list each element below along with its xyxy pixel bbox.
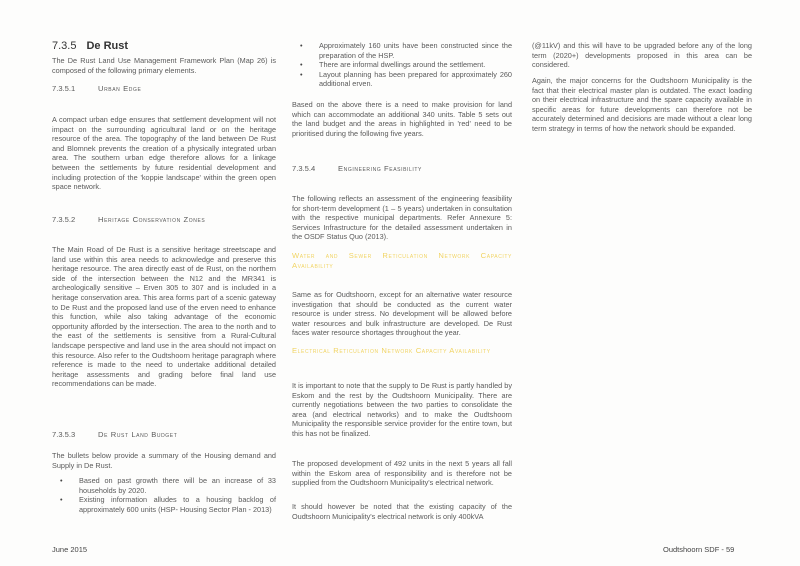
list-item: • There are informal dwellings around the settlement. [292,60,512,70]
land-budget-text: The bullets below provide a summary of the Housing demand and Supply in De Rust. [52,451,276,470]
section-heading [52,42,128,52]
column-2 [292,0,512,540]
land-budget-bullets [52,476,276,514]
list-item: • Approximately 160 units have been constructed since the preparation of the HSP. [292,41,512,60]
housing-bullets [292,41,512,89]
land-provision-text: Based on the above there is a need to make provision for land which can accommodate an additional 340 units. Table 5 sets out the land budget and the areas in highlighted in 'red' need to be prioritised during the following five years. [292,100,512,138]
section-title: De Rust [86,40,129,52]
subheading-heritage: 7.3.5.2 Heritage Conservation Zones [52,215,206,224]
electrical-text-1: It is important to note that the supply to De Rust is partly handled by Eskom and the rest by the Oudtshoorn Municipality. There are currently negotiations between the two parties to consolidate the area (and electrical networks) and to make the Oudtshoorn Municipality the responsible service provider for the entire town, but this has not be finalized. [292,381,512,438]
footer-date: June 2015 [52,545,88,554]
water-sewer-text: Same as for Oudtshoorn, except for an alternative water resource investigation that should be conducted as the current water resource is under stress. No development will be allowed before water resources and bulk infrastructure are developed. De Rust faces water resource shortages throughout the year. [292,290,512,338]
electrical-heading: Electrical Reticulation Network Capacity Availability [292,346,491,355]
electrical-text-3: It should however be noted that the existing capacity of the Oudtshoorn Municipality's electrical network is only 400kVA [292,502,512,521]
section-number: 7.3.5 [52,40,77,52]
column-3 [532,0,752,540]
engineering-text: The following reflects an assessment of the engineering feasibility for short-term development (1 – 5 years) undertaken in consultation with the respective municipal departments. Refer Annexure 5: Services Infrastructure for the detailed assessment undertaken in the OSDF Status Quo (2013). [292,194,512,242]
urban-edge-text: A compact urban edge ensures that settlement development will not impact on the surrounding agricultural land or on the heritage resource of the area. The topography of the land between De Rust and Blomnek prevents the creation of a physically integrated urban area. The southern urban edge therefore allows for a linkage between the settlements by future residential development and including protection of the 'koppie landscape' within the green open space network. [52,115,276,192]
intro-text: The De Rust Land Use Management Framework Plan (Map 26) is composed of the following primary elements. [52,56,276,75]
capacity-text: (@11kV) and this will have to be upgraded before any of the long term (2020+) developments proposed in this area can be considered. [532,41,752,70]
water-sewer-heading: Water and Sewer Reticulation Network Capacity Availability [292,251,512,270]
list-item: • Existing information alludes to a housing backlog of approximately 600 units (HSP- Housing Sector Plan - 2013) [52,495,276,514]
electrical-text-2: The proposed development of 492 units in the next 5 years all fall within the Eskom area of responsibility and is therefore not be supplied from the Oudtshoorn Municipality's electrical network. [292,459,512,488]
concerns-text: Again, the major concerns for the Oudtshoorn Municipality is the fact that their electrical master plan is outdated. The exact loading on their electrical infrastructure and the spare capacity available in specific areas for future developments can therefore not be accurately determined and decisions are made without a clear long term strategy in terms of how the network should be expanded. [532,76,752,133]
heritage-text: The Main Road of De Rust is a sensitive heritage streetscape and land use within this area needs to acknowledge and preserve this heritage resource. The area directly east of de Rust, on the northern side of the intersection between the N12 and the MR341 is archeologically sensitive – Erven 305 to 307 and is included in a heritage conservation area. This area forms part of a scenic gateway to De Rust and the proposed land use of the erven need to enhance this function, while also taking advantage of the economic opportunity afforded by the intersection. The area to the north and to the east of the settlements is sensitive from a Rural-Cultural landscape perspective and land use in the area should not impact on this resource. Also refer to the Oudtshoorn heritage paragraph where reference is made to the need to undertake additional detailed heritage assessments and grading before final land use recommendations can be made. [52,245,276,389]
subheading-engineering: 7.3.5.4 Engineering Feasibility [292,164,422,173]
subheading-urban-edge: 7.3.5.1 Urban Edge [52,84,142,93]
list-item: • Based on past growth there will be an increase of 33 households by 2020. [52,476,276,495]
subheading-land-budget: 7.3.5.3 De Rust Land Budget [52,430,178,439]
footer-page-number: Oudtshoorn SDF - 59 [663,545,735,554]
list-item: • Layout planning has been prepared for approximately 260 additional erven. [292,70,512,89]
column-1 [52,0,276,540]
